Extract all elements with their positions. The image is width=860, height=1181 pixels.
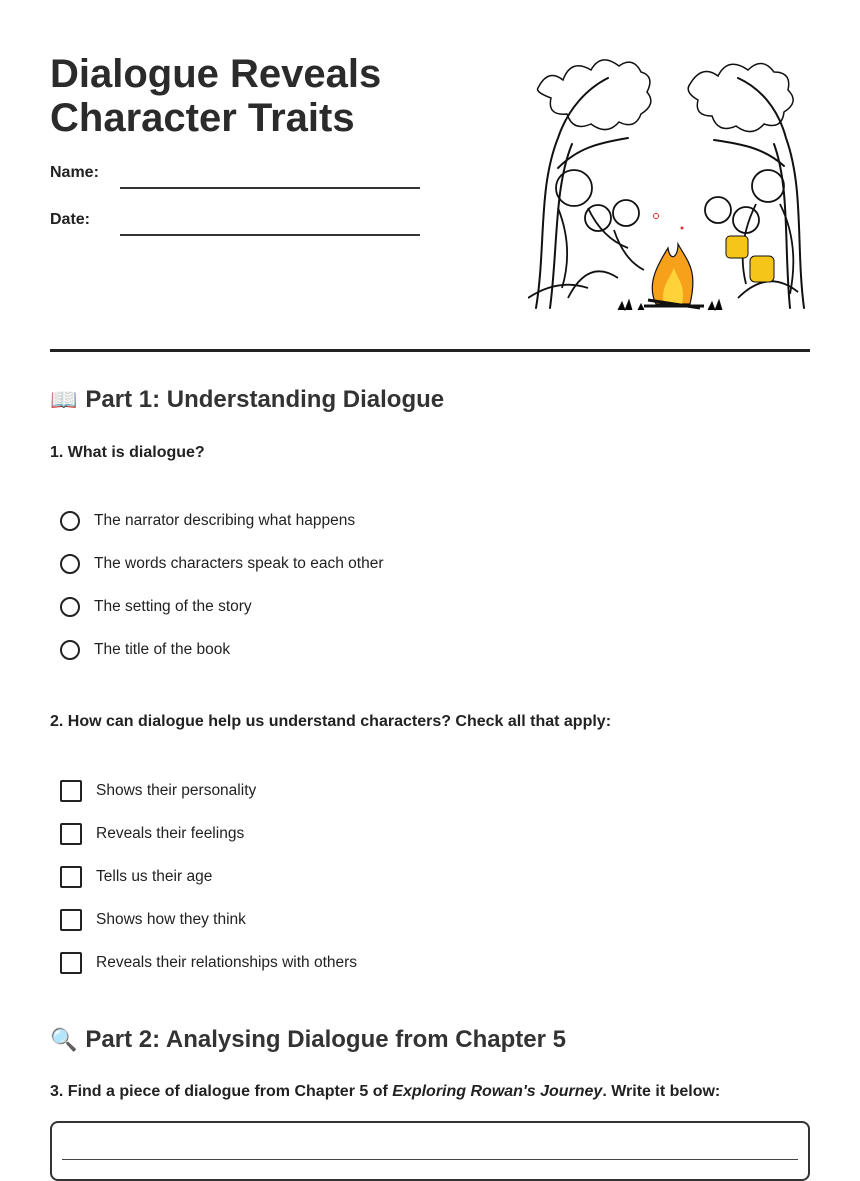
q2-option-1[interactable] — [60, 780, 256, 802]
radio-button[interactable] — [60, 597, 80, 617]
title-line-1: Dialogue Reveals — [50, 52, 382, 96]
question-3 — [50, 1083, 720, 1101]
q1-option-3[interactable] — [60, 597, 252, 617]
question-2: 2. How can dialogue help us understand characters? Check all that apply: — [50, 713, 612, 730]
radio-button[interactable] — [60, 640, 80, 660]
answer-box[interactable] — [50, 1121, 810, 1181]
option-label: Tells us their age — [96, 868, 213, 885]
part1-heading — [50, 386, 444, 414]
option-label: The words characters speak to each other — [94, 555, 384, 572]
part1-title: Part 1: Understanding Dialogue — [85, 386, 445, 413]
name-field[interactable] — [120, 187, 420, 189]
name-label: Name: — [50, 164, 99, 181]
radio-button[interactable] — [60, 511, 80, 531]
answer-line[interactable] — [62, 1159, 798, 1160]
campfire-children-illustration — [528, 48, 812, 314]
q1-option-2[interactable] — [60, 554, 383, 574]
option-label: Shows how they think — [96, 911, 246, 928]
date-label: Date: — [50, 211, 91, 228]
q2-option-5[interactable] — [60, 952, 357, 974]
checkbox[interactable] — [60, 909, 82, 931]
option-label: Reveals their feelings — [96, 825, 245, 842]
question-1: 1. What is dialogue? — [50, 444, 205, 461]
q2-option-4[interactable] — [60, 909, 246, 931]
title-line-2: Character Traits — [50, 96, 355, 140]
date-field[interactable] — [120, 234, 420, 236]
q1-option-4[interactable] — [60, 640, 230, 660]
option-label: The setting of the story — [94, 598, 252, 615]
checkbox[interactable] — [60, 952, 82, 974]
radio-button[interactable] — [60, 554, 80, 574]
question-3-prefix: 3. Find a piece of dialogue from Chapter 5 of — [50, 1083, 393, 1100]
q1-option-1[interactable] — [60, 511, 355, 531]
magnifying-glass-icon: 🔍 — [50, 1027, 78, 1053]
part2-heading — [50, 1026, 566, 1054]
checkbox[interactable] — [60, 780, 82, 802]
question-3-suffix: . Write it below: — [602, 1083, 721, 1100]
checkbox[interactable] — [60, 866, 82, 888]
open-book-icon: 📖 — [50, 387, 78, 413]
option-label: The narrator describing what happens — [94, 512, 356, 529]
option-label: Reveals their relationships with others — [96, 954, 358, 971]
q2-option-2[interactable] — [60, 823, 244, 845]
checkbox[interactable] — [60, 823, 82, 845]
q2-option-3[interactable] — [60, 866, 212, 888]
part2-title: Part 2: Analysing Dialogue from Chapter 5 — [85, 1026, 566, 1053]
worksheet-title — [50, 52, 480, 140]
book-title: Exploring Rowan's Journey — [392, 1083, 603, 1100]
option-label: Shows their personality — [96, 782, 257, 799]
section-divider — [50, 349, 810, 352]
option-label: The title of the book — [94, 641, 231, 658]
